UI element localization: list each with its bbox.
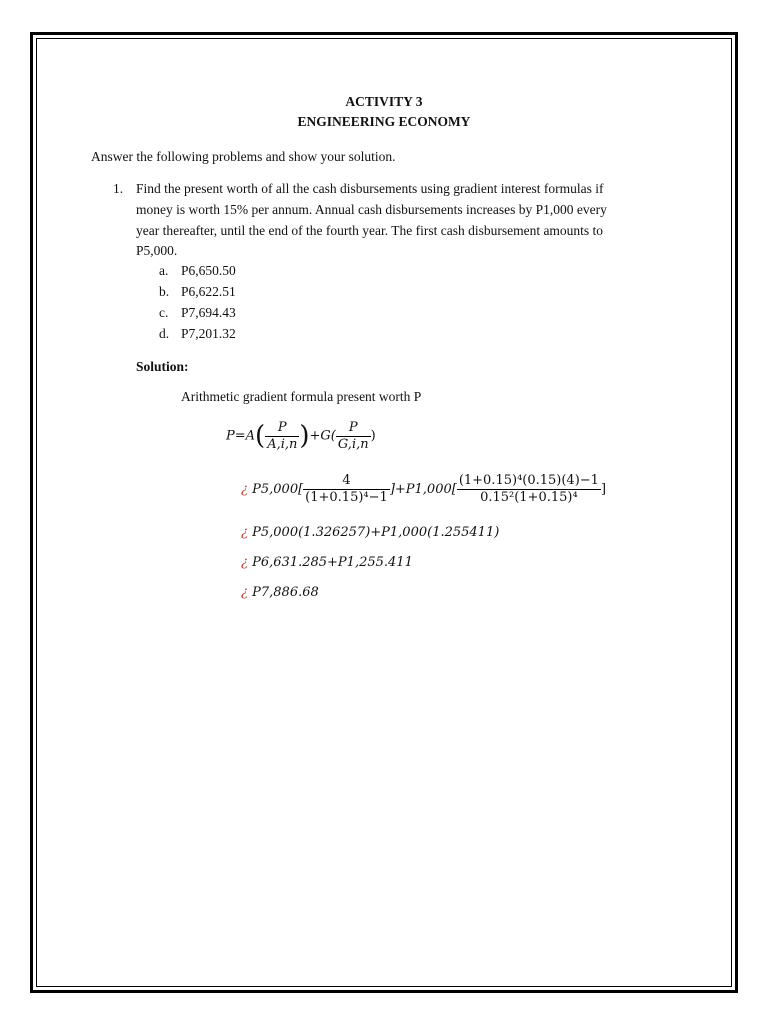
- paren-open: (: [255, 421, 266, 451]
- formula-lhs: P=A: [226, 428, 256, 444]
- choice-letter: c.: [159, 305, 169, 320]
- step1-part-b: ]+P1,000[: [389, 482, 457, 497]
- choice-b: P6,622.51: [181, 284, 236, 299]
- fraction-numerator: P: [265, 420, 299, 437]
- solution-step-2: [241, 525, 499, 540]
- formula-plus-g: +G(: [309, 428, 336, 444]
- choice-c: P7,694.43: [181, 305, 236, 320]
- final-answer: P7,886.68: [252, 585, 319, 600]
- instructions-text: Answer the following problems and show your solution.: [91, 149, 396, 164]
- solution-label: Solution:: [136, 359, 189, 374]
- step3-text: P6,631.285+P1,255.411: [252, 555, 413, 570]
- problem-line-2: money is worth 15% per annum. Annual cash disbursements increases by P1,000 every: [136, 202, 607, 217]
- step1-part-a: P5,000[: [252, 482, 304, 497]
- formula-close: ): [370, 428, 376, 444]
- step1-fraction-2: [457, 473, 601, 506]
- problem-line-4: P5,000.: [136, 243, 178, 258]
- choice-d: P7,201.32: [181, 326, 236, 341]
- step2-text: P5,000(1.326257)+P1,000(1.255411): [252, 525, 500, 540]
- solution-step-4: [241, 585, 319, 600]
- fraction-denominator: G,i,n: [337, 436, 369, 452]
- fraction-numerator: P: [336, 420, 371, 437]
- step-marker: ¿: [241, 555, 248, 570]
- fraction-denominator: 0.15²(1+0.15)⁴: [480, 490, 578, 505]
- problem-line-1: Find the present worth of all the cash disbursements using gradient interest formulas if: [136, 181, 604, 196]
- solution-step-3: [241, 555, 413, 570]
- fraction-denominator: (1+0.15)⁴−1: [305, 490, 388, 505]
- step-marker: ¿: [241, 525, 248, 540]
- step-marker: ¿: [241, 482, 248, 497]
- fraction-numerator: (1+0.15)⁴(0.15)(4)−1: [458, 473, 599, 488]
- fraction-denominator: A,i,n: [267, 436, 298, 452]
- formula-fraction-pa: [265, 420, 299, 453]
- problem-number: 1.: [113, 181, 124, 196]
- pw-formula: [226, 416, 376, 457]
- choice-letter: d.: [159, 326, 170, 341]
- activity-title: ACTIVITY 3: [345, 94, 423, 109]
- paren-close: ): [299, 421, 310, 451]
- step1-part-c: ]: [600, 482, 607, 497]
- subject-title: ENGINEERING ECONOMY: [297, 114, 471, 129]
- solution-step-1: [241, 472, 606, 508]
- fraction-numerator: 4: [303, 473, 390, 490]
- step1-fraction-1: [303, 473, 390, 506]
- choice-a: P6,650.50: [181, 263, 236, 278]
- choice-letter: b.: [159, 284, 170, 299]
- choice-letter: a.: [159, 263, 169, 278]
- problem-line-3: year thereafter, until the end of the fourth year. The first cash disbursement amounts to: [136, 223, 604, 238]
- solution-intro: Arithmetic gradient formula present worth P: [181, 389, 422, 404]
- step-marker: ¿: [241, 585, 248, 600]
- formula-fraction-pg: [336, 420, 371, 453]
